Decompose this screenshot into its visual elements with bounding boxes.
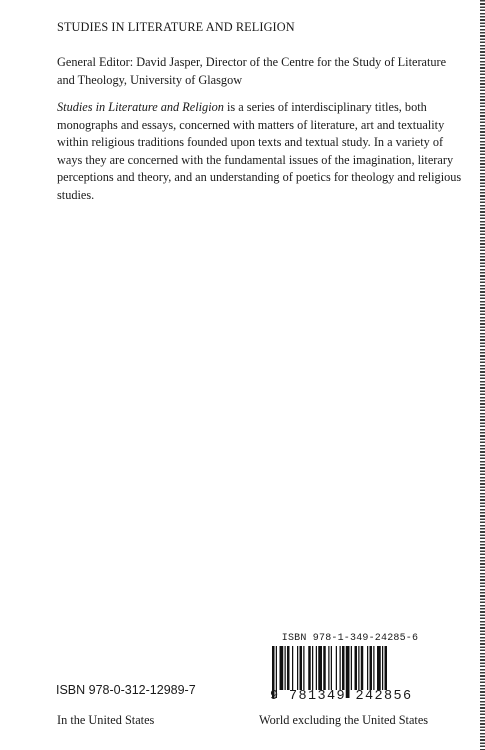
general-editor-note: General Editor: David Jasper, Director of the Centre for the Study of Literature and Theology, University of Glasgow [57, 55, 447, 87]
series-name: Studies in Literature and Religion [57, 100, 224, 114]
series-description [57, 99, 462, 205]
barcode-block [270, 633, 430, 708]
barcode-isbn-label: ISBN 978-1-349-24285-6 [281, 633, 419, 644]
series-description-body: is a series of interdisciplinary titles, both monographs and essays, concerned with matters of literature, art and textuality within religious traditions founded upon texts and textual study. In a variety of ways they are concerned with the fundamental issues of the imagination, literary perceptions and theory, and an understanding of poetics for theology and religious studies. [57, 100, 462, 202]
isbn-us: ISBN 978-0-312-12989-7 [56, 683, 196, 697]
barcode-digits: 9 781349 242856 [270, 689, 413, 704]
series-title: STUDIES IN LITERATURE AND RELIGION [57, 20, 295, 34]
region-us: In the United States [57, 713, 155, 727]
region-world: World excluding the United States [259, 713, 429, 727]
page-edge-strip [478, 0, 485, 750]
